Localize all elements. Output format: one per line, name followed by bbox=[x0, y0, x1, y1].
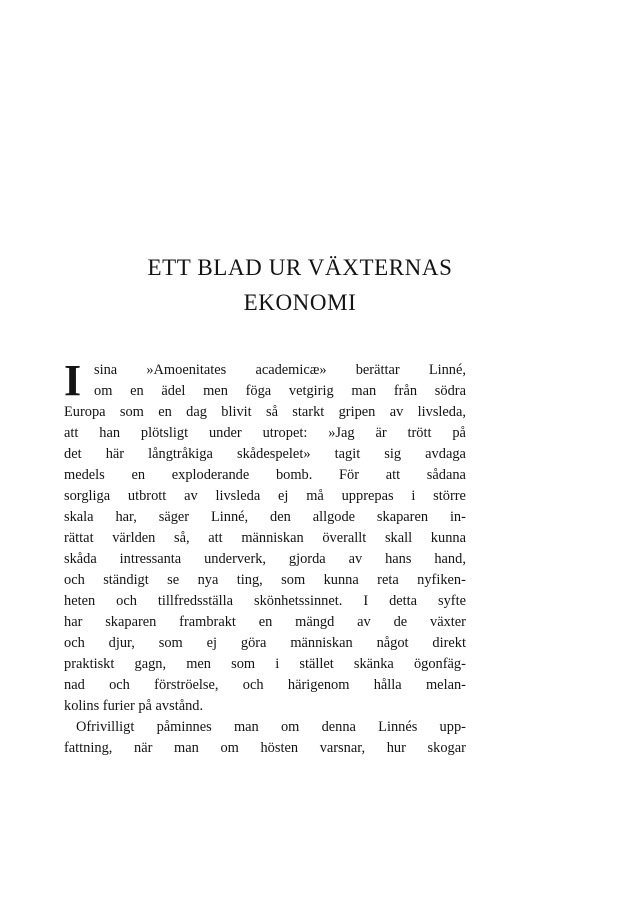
text-line: Europa som en dag blivit så starkt gripen av livsleda, bbox=[64, 404, 466, 420]
text-line: sorgliga utbrott av livsleda ej må upprepas i större bbox=[64, 488, 466, 504]
chapter-title-line-2: EKONOMI bbox=[243, 290, 357, 315]
text-line: det här långtråkiga skådespelet» tagit sig avdaga bbox=[64, 446, 466, 462]
chapter-title-line-1: ETT BLAD UR VÄXTERNAS bbox=[147, 255, 453, 280]
text-line: och ständigt se nya ting, som kunna reta nyfiken- bbox=[64, 572, 466, 588]
text-line: skala har, säger Linné, den allgode skaparen in- bbox=[64, 509, 466, 525]
text-line: nad och förströelse, och härigenom hålla melan- bbox=[64, 677, 466, 693]
text-line: om en ädel men föga vetgirig man från södra bbox=[94, 383, 466, 399]
text-line: sina »Amoenitates academicæ» berättar Linné, bbox=[94, 362, 466, 378]
text-line: och djur, som ej göra människan något direkt bbox=[64, 635, 466, 651]
text-line: att han plötsligt under utropet: »Jag är trött på bbox=[64, 425, 466, 441]
text-line: heten och tillfredsställa skönhetssinnet. I detta syfte bbox=[64, 593, 466, 609]
text-line: Ofrivilligt påminnes man om denna Linnés upp- bbox=[76, 719, 466, 735]
body-text bbox=[64, 356, 466, 759]
text-line: skåda intressanta underverk, gjorda av hans hand, bbox=[64, 551, 466, 567]
text-line: medels en exploderande bomb. För att sådana bbox=[64, 467, 466, 483]
text-line: praktiskt gagn, men som i stället skänka ögonfäg- bbox=[64, 656, 466, 672]
text-line: rättat världen så, att människan överallt skall kunna bbox=[64, 530, 466, 546]
drop-cap: I bbox=[64, 356, 82, 405]
text-line: fattning, när man om hösten varsnar, hur skogar bbox=[64, 740, 466, 756]
text-line: har skaparen frambrakt en mängd av de växter bbox=[64, 614, 466, 630]
text-line: kolins furier på avstånd. bbox=[64, 698, 204, 714]
